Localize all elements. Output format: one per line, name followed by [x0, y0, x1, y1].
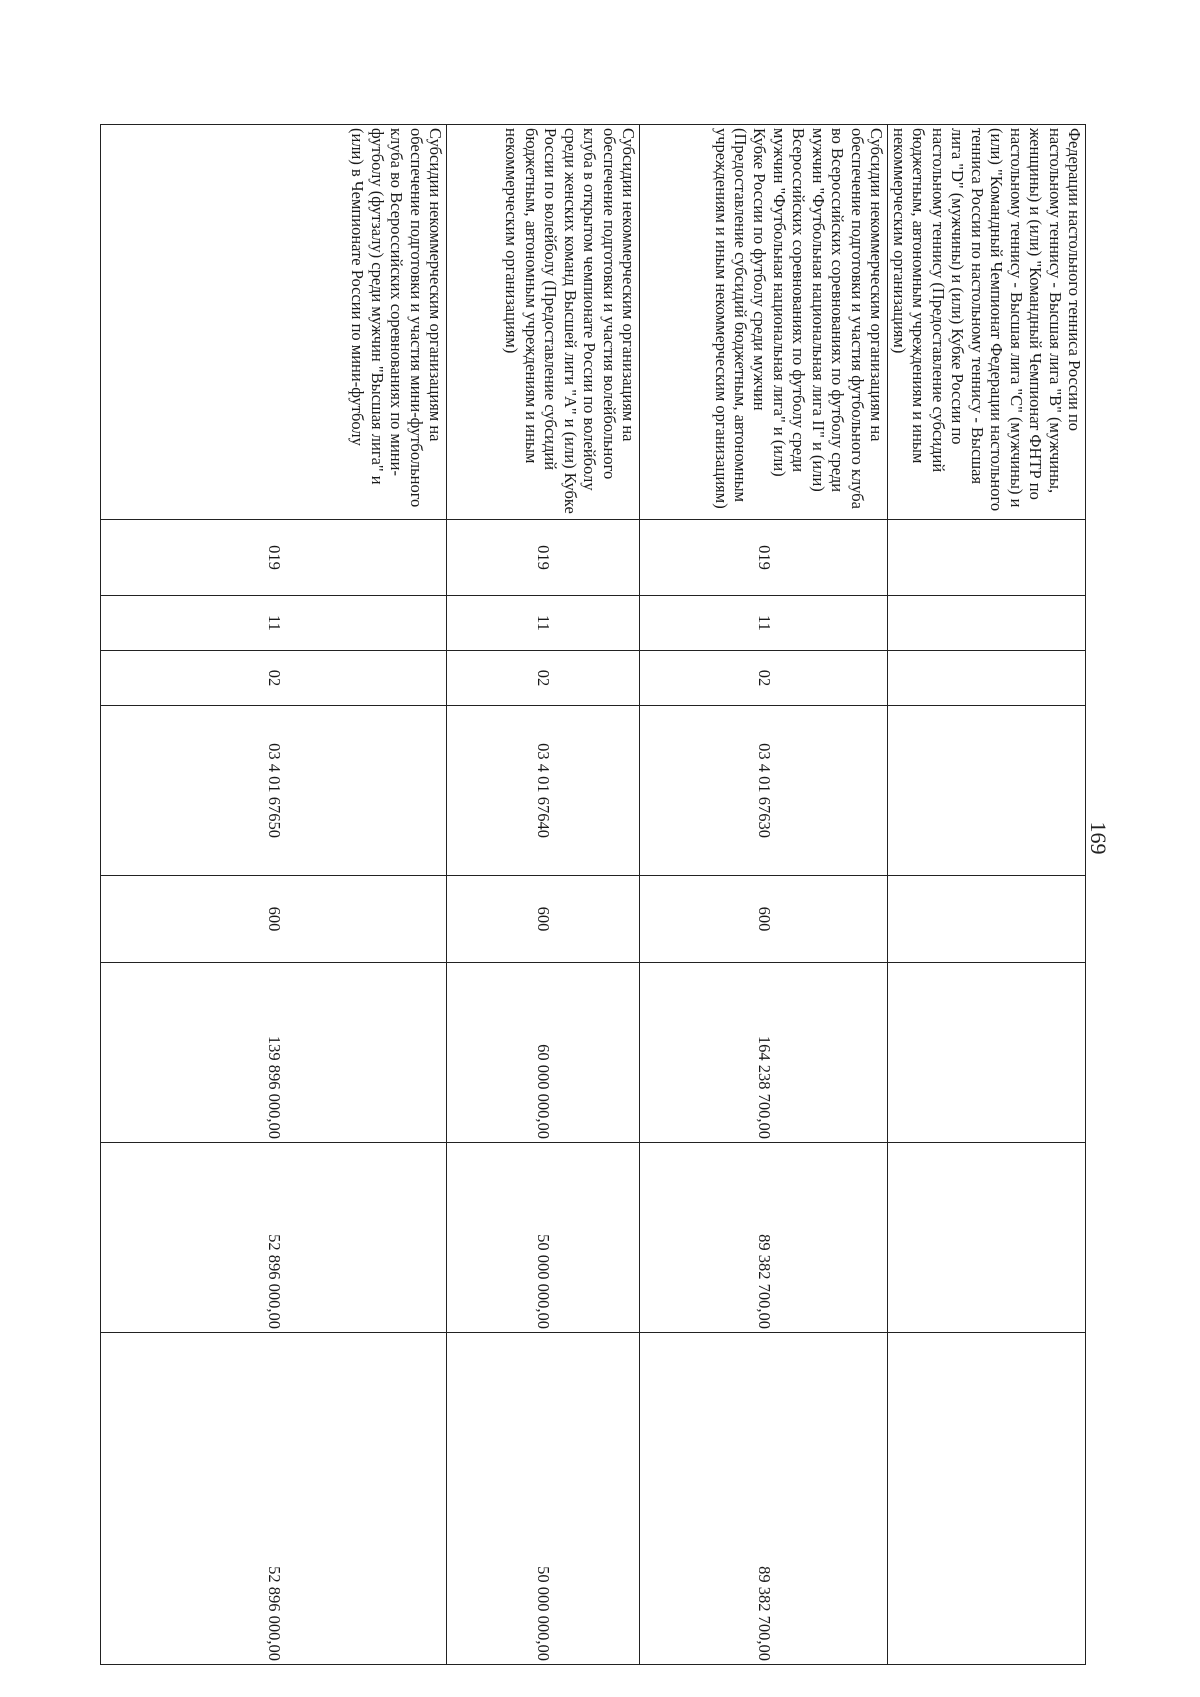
subsection-code	[888, 651, 1086, 706]
amount-year-1: 60 000 000,00	[447, 963, 640, 1143]
row-description: Субсидии некоммерческим организациям на обеспечение подготовки и участия мини-футбольного клуба во Всероссийских соревнованиях по мини-футболу (футзалу) среди мужчин "Высшая лига" и (или) в Чемпионате России по мини-футболу	[101, 125, 447, 520]
row-description: Субсидии некоммерческим организациям на обеспечение подготовки и участия волейбольного клуба в открытом чемпионате России по волейболу среди женских команд Высшей лиги "А" и (или) Кубке России по волейболу (Предоставление субсидий бюджетным, автономным учреждениям и иным некоммерческим организациям)	[447, 125, 640, 520]
page-number: 169	[1086, 821, 1111, 855]
subsection-code: 02	[447, 651, 640, 706]
expense-type-code: 600	[640, 876, 888, 963]
expense-type-code: 600	[101, 876, 447, 963]
expense-type-code: 600	[447, 876, 640, 963]
row-description: Субсидии некоммерческим организациям на обеспечение подготовки и участия футбольного клуба во Всероссийских соревнованиях по футболу среди мужчин "Футбольная национальная лига II" и (или) Всероссийских соревнованиях по футболу среди мужчин "Футбольная национальная лига" и (или) Кубке России по футболу среди мужчин (Предоставление субсидий бюджетным, автономным учреждениям и иным некоммерческим организациям)	[640, 125, 888, 520]
amount-year-2	[888, 1143, 1086, 1333]
table-row	[888, 125, 1086, 1665]
target-article-code: 03 4 01 67640	[447, 706, 640, 876]
section-code: 11	[101, 596, 447, 651]
budget-table-rotated	[136, 124, 1086, 1664]
subsection-code: 02	[101, 651, 447, 706]
target-article-code: 03 4 01 67630	[640, 706, 888, 876]
amount-year-3: 89 382 700,00	[640, 1333, 888, 1665]
section-code: 11	[447, 596, 640, 651]
ministry-code: 019	[447, 520, 640, 596]
ministry-code: 019	[101, 520, 447, 596]
expense-type-code	[888, 876, 1086, 963]
amount-year-3	[888, 1333, 1086, 1665]
section-code: 11	[640, 596, 888, 651]
subsection-code: 02	[640, 651, 888, 706]
budget-table	[100, 124, 1086, 1665]
table-row	[101, 125, 447, 1665]
ministry-code	[888, 520, 1086, 596]
amount-year-2: 89 382 700,00	[640, 1143, 888, 1333]
table-row	[640, 125, 888, 1665]
row-description: Федерации настольного тенниса России по настольному теннису - Высшая лига "В" (мужчины, женщины) и (или) "Командный Чемпионат ФНТР по настольному теннису - Высшая лига "С" (мужчины) и (или) "Командный Чемпионат Федерации настольного тенниса России по настольному теннису - Высшая лига "D" (мужчины) и (или) Кубке России по настольному теннису (Предоставление субсидий бюджетным, автономным учреждениям и иным некоммерческим организациям)	[888, 125, 1086, 520]
section-code	[888, 596, 1086, 651]
amount-year-3: 52 896 000,00	[101, 1333, 447, 1665]
amount-year-1: 164 238 700,00	[640, 963, 888, 1143]
target-article-code	[888, 706, 1086, 876]
amount-year-1	[888, 963, 1086, 1143]
amount-year-3: 50 000 000,00	[447, 1333, 640, 1665]
target-article-code: 03 4 01 67650	[101, 706, 447, 876]
amount-year-2: 50 000 000,00	[447, 1143, 640, 1333]
amount-year-2: 52 896 000,00	[101, 1143, 447, 1333]
amount-year-1: 139 896 000,00	[101, 963, 447, 1143]
ministry-code: 019	[640, 520, 888, 596]
table-row	[447, 125, 640, 1665]
